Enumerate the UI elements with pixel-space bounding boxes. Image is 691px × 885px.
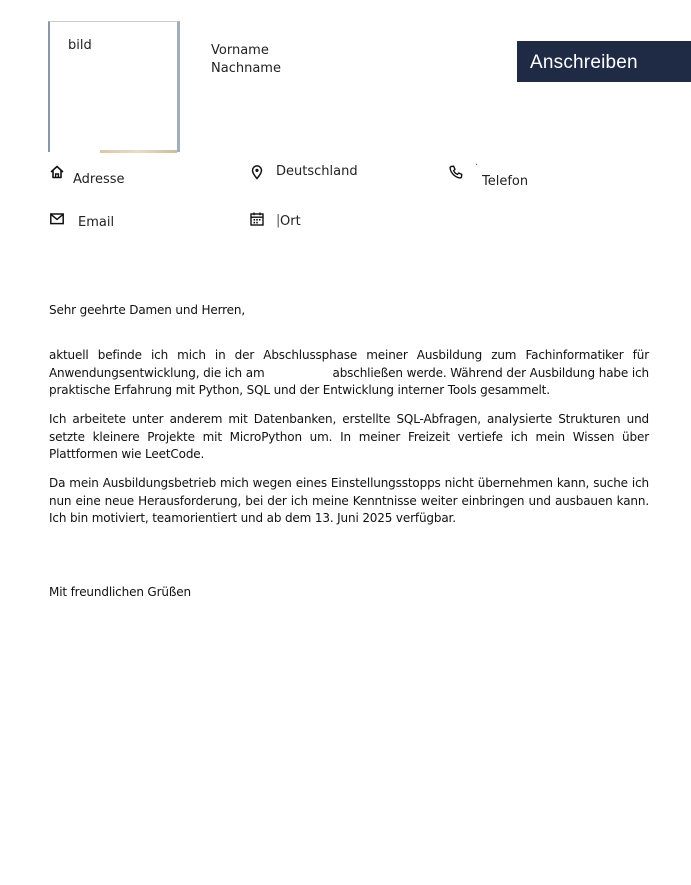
paragraph-1-part-2: abschließen werde. Während der Ausbildung habe ich praktische Erfahrung mit Python, SQL und der Entwicklung interner Tools gesammelt. xyxy=(49,365,649,397)
mail-icon xyxy=(49,211,65,227)
document-type-badge: Anschreiben xyxy=(517,41,691,82)
profile-photo xyxy=(48,21,180,152)
address-value: Adresse xyxy=(73,172,125,187)
phone-value: Telefon xyxy=(482,174,529,189)
salutation: Sehr geehrte Damen und Herren, xyxy=(49,303,246,317)
calendar-icon xyxy=(249,211,265,227)
photo-edge xyxy=(100,150,177,153)
first-name: Vorname xyxy=(211,43,269,58)
closing: Mit freundlichen Grüßen xyxy=(49,585,191,599)
paragraph-3: Da mein Ausbildungsbetrieb mich wegen eines Einstellungsstopps nicht übernehmen kann, suche ich nun eine neue Herausforderung, bei der ich meine Kenntnisse weiter einbringen und ausbauen kann. Ich bin motiviert, teamorientiert und ab dem 13. Juni 2025 verfügbar. xyxy=(49,476,649,525)
phone-icon xyxy=(448,164,464,180)
paragraph-2: Ich arbeitete unter anderem mit Datenbanken, erstellte SQL-Abfragen, analysierte Strukturen und setzte kleinere Projekte mit MicroPython um. In meiner Freizeit vertiefe ich mein Wissen über Plattformen wie LeetCode. xyxy=(49,412,649,461)
name-block xyxy=(211,42,281,78)
last-name: Nachname xyxy=(211,61,281,76)
paragraph-1 xyxy=(49,347,649,400)
photo-label: bild xyxy=(68,38,92,53)
email-value: Email xyxy=(78,215,115,230)
country-value: Deutschland xyxy=(276,164,358,179)
place-prefix: | xyxy=(276,213,281,228)
home-icon xyxy=(49,164,65,180)
place-value: Ort xyxy=(280,214,301,229)
paragraph-1-part-1: aktuell befinde ich mich in der Abschlussphase meiner Ausbildung zum Fachinformatiker für Anwendungsentwicklung, die ich am xyxy=(49,348,649,380)
phone-prefix: · xyxy=(475,160,479,171)
location-pin-icon xyxy=(249,164,265,180)
